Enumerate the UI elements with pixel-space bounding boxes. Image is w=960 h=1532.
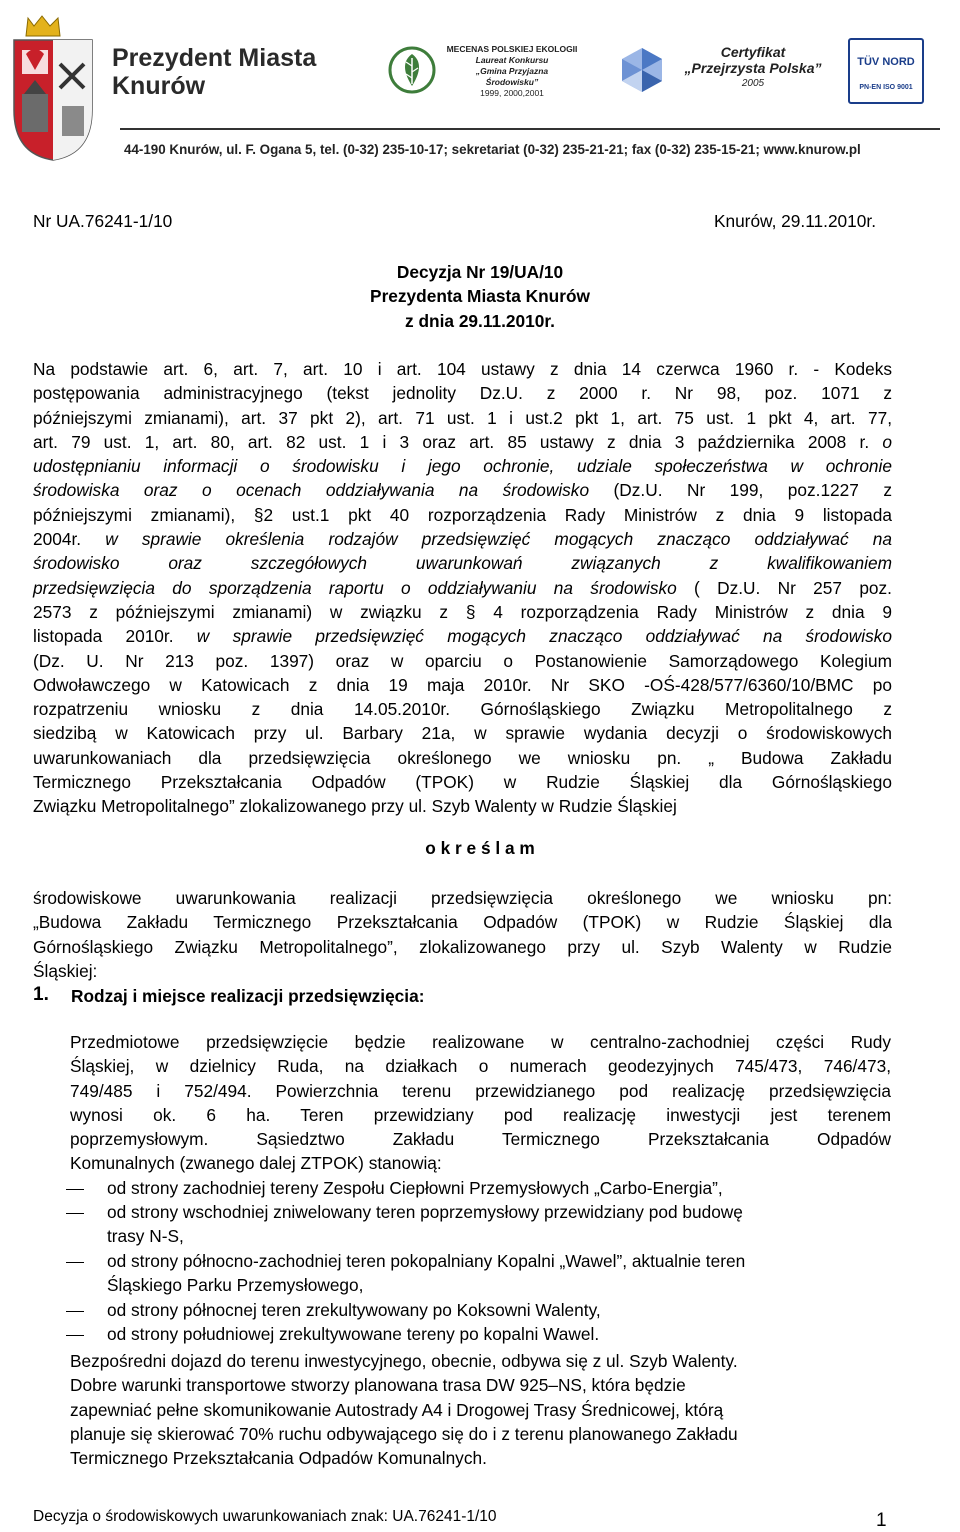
list-item: od strony północno-zachodniej teren pokopalniany Kopalni „Wawel”, aktualnie teren Śląskiego Parku Przemysłowego, <box>107 1251 746 1296</box>
document-reference: Nr UA.76241-1/10 <box>33 211 173 231</box>
header-divider <box>120 128 940 130</box>
location-paragraph: Przedmiotowe przedsięwzięcie będzie realizowane w centralno-zachodniej części Rudy Śląskiej, w dzielnicy Ruda, na działkach o numerach geodezyjnych 745/473, 746/473, 749/485 i 752/494. Powierzchnia terenu przewidzianego pod realizację przedsięwzięcia wynosi ok. 6 ha. Teren przewidziany pod realizację inwestycji jest terenem poprzemysłowym. Sąsiedztwo Zakładu Termicznego Przekształcania Odpadów Komunalnych (zwanego dalej ZTPOK) stanowią: <box>70 1032 891 1174</box>
list-bullet <box>66 1311 84 1312</box>
list-item: od strony zachodniej tereny Zespołu Ciepłowni Przemysłowych „Carbo-Energia”, <box>107 1178 723 1198</box>
list-bullet <box>66 1213 84 1214</box>
tuv-logo-icon: TÜV NORD PN-EN ISO 9001 <box>848 38 924 104</box>
access-paragraph: Bezpośredni dojazd do terenu inwestycyjnego, obecnie, odbywa się z ul. Szyb Walenty. Dobre warunki transportowe stworzy planowana trasa DW 925–NS, która będzie zapewniać pełne skomunikowanie Autostrady A4 i Drogowej Trasy Średnicowej, którą planuje się skierować 70% ruchu odbywającego się do i z terenu planowanego Zakładu Termicznego Przekształcania Odpadów Komunalnych. <box>70 1351 738 1469</box>
eco-award-text: MECENAS POLSKIEJ EKOLOGII Laureat Konkursu „Gmina Przyjazna Środowisku” 1999, 2000,2001 <box>446 44 578 98</box>
place-and-date: Knurów, 29.11.2010r. <box>713 211 876 231</box>
legal-basis-paragraph: Na podstawie art. 6, art. 7, art. 10 i art. 104 ustawy z dnia 14 czerwca 1960 r. - Kodeks postępowania administracyjnego (tekst jednolity Dz.U. z 2000 r. Nr 98, poz. 1071 z późniejszymi zmianami), art. 37 pkt 2), art. 71 ust. 1 i ust.2 pkt 1, art. 75 ust. 1 pkt 4, art. 77, art. 79 ust. 1, art. 80, art. 82 ust. 1 i 3 oraz art. 85 ustawy z dnia 3 października 2008 r. o udostępnianiu informacji o środowisku i jego ochronie, udziale społeczeństwa w ochronie środowiska oraz o ocenach oddziaływania na środowisko (Dz.U. Nr 199, poz.1227 z późniejszymi zmianami), §2 ust.1 pkt 40 rozporządzenia Rady Ministrów z dnia 9 listopada 2004r. w sprawie określenia rodzajów przedsięwzięć mogących znacząco oddziaływać na środowisko oraz szczegółowych uwarunkowań związanych z kwalifikowaniem przedsięwzięcia do sporządzenia raportu o oddziaływaniu na środowisko ( Dz.U. Nr 257 poz. 2573 z późniejszymi zmianami) w związku z § 4 rozporządzenia Rady Ministrów z dnia 9 listopada 2010r. w sprawie przedsięwzięć mogących znacząco oddziaływać na środowisko (Dz. U. Nr 213 poz. 1397) oraz w oparciu o Postanowienie Samorządowego Kolegium Odwoławczego w Katowicach z dnia 19 maja 2010r. Nr SKO -OŚ-428/577/6360/10/BMC po rozpatrzeniu wniosku z dnia 14.05.2010r. Górnośląskiego Związku Metropolitalnego z siedzibą w Katowicach przy ul. Barbary 21a, w sprawie wydania decyzji o środowiskowych uwarunkowaniach dla przedsięwzięcia określonego we wniosku pn. „ Budowa Zakładu Termicznego Przekształcania Odpadów (TPOK) w Rudzie Śląskiej dla Górnośląskiego Związku Metropolitalnego” zlokalizowanego przy ul. Szyb Walenty w Rudzie Śląskiej <box>33 359 892 817</box>
list-item: od strony południowej zrekultywowane tereny po kopalni Wawel. <box>107 1324 600 1344</box>
list-item: od strony północnej teren zrekultywowany po Koksowni Walenty, <box>107 1300 601 1320</box>
page-number: 1 <box>876 1510 887 1531</box>
section-number: 1. <box>33 984 49 1005</box>
leaf-emblem-icon <box>388 46 436 94</box>
hexagon-certificate-icon <box>618 46 666 94</box>
city-crest-icon <box>8 14 98 164</box>
list-bullet <box>66 1335 84 1336</box>
decision-paragraph: środowiskowe uwarunkowania realizacji przedsięwzięcia określonego we wniosku pn: „Budowa Zakładu Termicznego Przekształcania Odpadów (TPOK) w Rudzie Śląskiej dla Górnośląskiego Związku Metropolitalnego”, zlokalizowanego przy ul. Szyb Walenty w Rudzie Śląskiej: <box>33 888 892 981</box>
mayor-title: Prezydent Miasta Knurów <box>112 44 317 100</box>
section-title: Rodzaj i miejsce realizacji przedsięwzięcia: <box>71 986 425 1006</box>
certificate-text: Certyfikat „Przejrzysta Polska” 2005 <box>684 44 822 89</box>
page-footer: Decyzja o środowiskowych uwarunkowaniach znak: UA.76241-1/10 <box>33 1508 497 1525</box>
decision-verb: o k r e ś l a m <box>425 838 535 858</box>
address-line: 44-190 Knurów, ul. F. Ogana 5, tel. (0-32) 235-10-17; sekretariat (0-32) 235-21-21; fax (0-32) 235-15-21; www.knurow.pl <box>124 142 861 157</box>
list-item: od strony wschodniej zniwelowany teren poprzemysłowy przewidziany pod budowę trasy N-S, <box>107 1202 743 1247</box>
decision-title: Decyzja Nr 19/UA/10 Prezydenta Miasta Knurów z dnia 29.11.2010r. <box>370 262 590 331</box>
list-bullet <box>66 1189 84 1190</box>
list-bullet <box>66 1262 84 1263</box>
